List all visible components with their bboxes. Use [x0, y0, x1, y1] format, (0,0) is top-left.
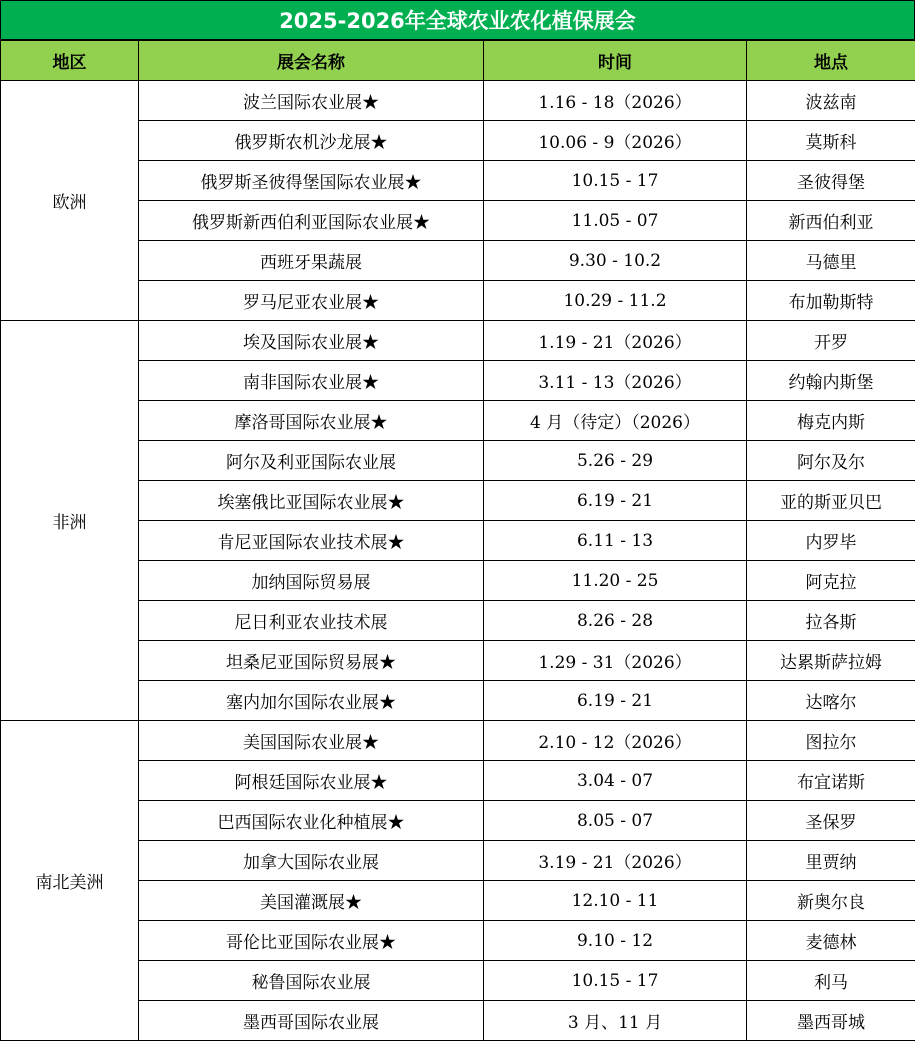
- expo-place-cell: 达喀尔: [747, 681, 915, 721]
- header-time: 时间: [484, 41, 747, 81]
- expo-time-cell: 2.10 - 12（2026）: [484, 721, 747, 761]
- expo-place-cell: 布宜诺斯: [747, 761, 915, 801]
- expo-time-cell: 6.19 - 21: [484, 681, 747, 721]
- table-row: [1, 81, 915, 121]
- expo-place-cell: 莫斯科: [747, 121, 915, 161]
- table-row: [1, 521, 915, 561]
- expo-place-cell: 内罗毕: [747, 521, 915, 561]
- header-name: 展会名称: [139, 41, 484, 81]
- expo-time-cell: 1.19 - 21（2026）: [484, 321, 747, 361]
- expo-time-cell: 3 月、11 月: [484, 1001, 747, 1041]
- expo-name-cell: 坦桑尼亚国际贸易展★: [139, 641, 484, 681]
- table-row: [1, 1001, 915, 1041]
- expo-place-cell: 里贾纳: [747, 841, 915, 881]
- expo-name-cell: 巴西国际农业化种植展★: [139, 801, 484, 841]
- table-row: [1, 441, 915, 481]
- header-place: 地点: [747, 41, 915, 81]
- expo-time-cell: 12.10 - 11: [484, 881, 747, 921]
- expo-name-cell: 美国灌溉展★: [139, 881, 484, 921]
- expo-name-cell: 摩洛哥国际农业展★: [139, 401, 484, 441]
- expo-name-cell: 俄罗斯新西伯利亚国际农业展★: [139, 201, 484, 241]
- expo-name-cell: 尼日利亚农业技术展: [139, 601, 484, 641]
- header-row: [1, 41, 915, 81]
- expo-place-cell: 阿尔及尔: [747, 441, 915, 481]
- table-row: [1, 561, 915, 601]
- expo-place-cell: 墨西哥城: [747, 1001, 915, 1041]
- table-body: [1, 81, 915, 1041]
- expo-name-cell: 阿尔及利亚国际农业展: [139, 441, 484, 481]
- expo-time-cell: 1.16 - 18（2026）: [484, 81, 747, 121]
- expo-name-cell: 埃塞俄比亚国际农业展★: [139, 481, 484, 521]
- table-row: [1, 681, 915, 721]
- expo-place-cell: 达累斯萨拉姆: [747, 641, 915, 681]
- header-region: 地区: [1, 41, 139, 81]
- table-row: [1, 801, 915, 841]
- table-row: [1, 321, 915, 361]
- expo-name-cell: 加拿大国际农业展: [139, 841, 484, 881]
- expo-place-cell: 亚的斯亚贝巴: [747, 481, 915, 521]
- table-row: [1, 961, 915, 1001]
- expo-time-cell: 6.11 - 13: [484, 521, 747, 561]
- expo-time-cell: 10.29 - 11.2: [484, 281, 747, 321]
- expo-name-cell: 埃及国际农业展★: [139, 321, 484, 361]
- table-row: [1, 201, 915, 241]
- expo-time-cell: 6.19 - 21: [484, 481, 747, 521]
- expo-time-cell: 8.26 - 28: [484, 601, 747, 641]
- expo-time-cell: 8.05 - 07: [484, 801, 747, 841]
- table-row: [1, 361, 915, 401]
- table-row: [1, 761, 915, 801]
- expo-name-cell: 阿根廷国际农业展★: [139, 761, 484, 801]
- table-row: [1, 161, 915, 201]
- table-row: [1, 481, 915, 521]
- expo-place-cell: 阿克拉: [747, 561, 915, 601]
- expo-name-cell: 罗马尼亚农业展★: [139, 281, 484, 321]
- expo-time-cell: 1.29 - 31（2026）: [484, 641, 747, 681]
- expo-name-cell: 俄罗斯农机沙龙展★: [139, 121, 484, 161]
- expo-time-cell: 4 月（待定）（2026）: [484, 401, 747, 441]
- expo-name-cell: 美国国际农业展★: [139, 721, 484, 761]
- expo-table: [0, 40, 915, 1041]
- expo-time-cell: 10.06 - 9（2026）: [484, 121, 747, 161]
- table-row: [1, 121, 915, 161]
- expo-name-cell: 波兰国际农业展★: [139, 81, 484, 121]
- expo-name-cell: 南非国际农业展★: [139, 361, 484, 401]
- expo-place-cell: 圣保罗: [747, 801, 915, 841]
- expo-place-cell: 新奥尔良: [747, 881, 915, 921]
- expo-time-cell: 9.10 - 12: [484, 921, 747, 961]
- expo-place-cell: 开罗: [747, 321, 915, 361]
- expo-name-cell: 哥伦比亚国际农业展★: [139, 921, 484, 961]
- expo-time-cell: 10.15 - 17: [484, 161, 747, 201]
- table-row: [1, 281, 915, 321]
- expo-place-cell: 拉各斯: [747, 601, 915, 641]
- expo-place-cell: 新西伯利亚: [747, 201, 915, 241]
- expo-time-cell: 3.11 - 13（2026）: [484, 361, 747, 401]
- region-cell: 欧洲: [1, 81, 139, 321]
- expo-name-cell: 俄罗斯圣彼得堡国际农业展★: [139, 161, 484, 201]
- expo-place-cell: 圣彼得堡: [747, 161, 915, 201]
- expo-place-cell: 布加勒斯特: [747, 281, 915, 321]
- expo-name-cell: 西班牙果蔬展: [139, 241, 484, 281]
- expo-name-cell: 加纳国际贸易展: [139, 561, 484, 601]
- table-row: [1, 721, 915, 761]
- expo-place-cell: 约翰内斯堡: [747, 361, 915, 401]
- expo-place-cell: 麦德林: [747, 921, 915, 961]
- expo-place-cell: 波兹南: [747, 81, 915, 121]
- expo-name-cell: 墨西哥国际农业展: [139, 1001, 484, 1041]
- expo-place-cell: 利马: [747, 961, 915, 1001]
- expo-time-cell: 11.05 - 07: [484, 201, 747, 241]
- expo-name-cell: 肯尼亚国际农业技术展★: [139, 521, 484, 561]
- expo-time-cell: 5.26 - 29: [484, 441, 747, 481]
- table-title: 2025-2026年全球农业农化植保展会: [0, 0, 915, 40]
- table-row: [1, 841, 915, 881]
- table-row: [1, 921, 915, 961]
- expo-time-cell: 3.04 - 07: [484, 761, 747, 801]
- expo-place-cell: 梅克内斯: [747, 401, 915, 441]
- region-cell: 非洲: [1, 321, 139, 721]
- table-row: [1, 601, 915, 641]
- expo-time-cell: 11.20 - 25: [484, 561, 747, 601]
- expo-time-cell: 9.30 - 10.2: [484, 241, 747, 281]
- region-cell: 南北美洲: [1, 721, 139, 1041]
- table-row: [1, 241, 915, 281]
- expo-name-cell: 塞内加尔国际农业展★: [139, 681, 484, 721]
- table-row: [1, 881, 915, 921]
- expo-place-cell: 图拉尔: [747, 721, 915, 761]
- expo-time-cell: 3.19 - 21（2026）: [484, 841, 747, 881]
- expo-name-cell: 秘鲁国际农业展: [139, 961, 484, 1001]
- table-row: [1, 641, 915, 681]
- expo-place-cell: 马德里: [747, 241, 915, 281]
- expo-time-cell: 10.15 - 17: [484, 961, 747, 1001]
- table-row: [1, 401, 915, 441]
